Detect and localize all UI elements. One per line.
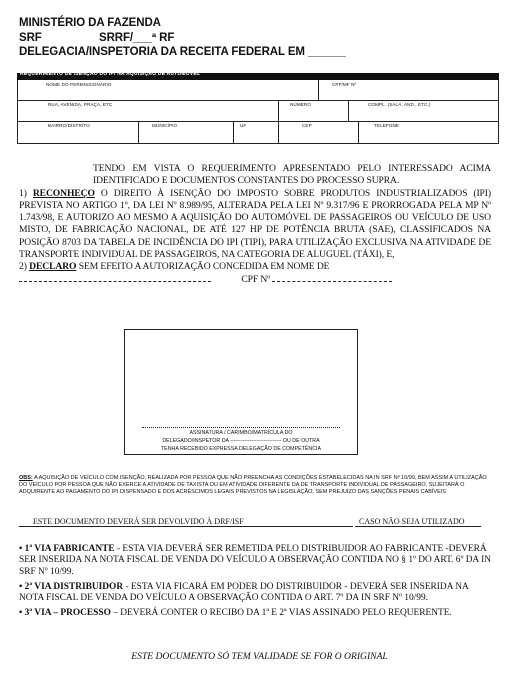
item2-paragraph: 2) DECLARO SEM EFEITO A AUTORIZAÇÃO CONCEDIDA EM NOME DE <box>19 261 330 273</box>
cep-field-label: CEP <box>302 123 312 128</box>
name-blank[interactable] <box>19 281 211 282</box>
phone-field-label: TELEFONE <box>374 123 400 128</box>
recognize-verb: RECONHEÇO <box>32 187 95 199</box>
form-title: REQUERIMENTO DE ISENÇÃO DO IPI NA AQUISIÇÃO DE AUTOMÓVEL <box>20 71 201 77</box>
srrf-label: SRRF/___ª RF <box>99 32 175 44</box>
srf-line <box>19 32 175 44</box>
number-field-label: NÚMERO <box>290 102 312 107</box>
item1-paragraph: 1) RECONHEÇO O DIREITO À ISENÇÃO DO IMPOSTO SOBRE PRODUTOS INDUSTRIALIZADOS (IPI) PREVISTA NO ARTIGO 1º, DA LEI Nº 8.989/95, ALTERADA PELA LEI Nº 9.317/96 E PRORROGADA PELA MP Nº 1.743/98, E AUTORIZO AO MESMO A AQUISIÇÃO DO AUTOMÓVEL DE PASSAGEIROS OU VEÍCULO DE USO MISTO, DE FABRICAÇÃO NACIONAL, DE ATÉ 127 HP DE POTÊNCIA BRUTA (SAE), CLASSIFICADOS NA POSIÇÃO 8703 DA TABELA DE INCIDÊNCIA DO IPI (TIPI), PARA UTILIZAÇÃO EXCLUSIVA NA ATIVIDADE DE TRANSPORTE INDIVIDUAL DE PASSAGEIROS, NA CATEGORIA DE ALUGUEL (TÁXI), E, <box>19 187 491 261</box>
obs-label: OBS: <box>19 475 33 481</box>
return-warning-part1: ESTE DOCUMENTO DEVERÁ SER DEVOLVIDO À DRF/ISF <box>19 517 353 527</box>
signature-box <box>124 329 358 455</box>
cpf-field-label: CPF/MF Nº <box>332 82 357 87</box>
srf-label: SRF <box>19 32 42 44</box>
delegacia-heading: DELEGACIA/INSPETORIA DA RECEITA FEDERAL EM ______ <box>19 46 346 58</box>
cpf-label: CPF Nº <box>241 273 271 285</box>
municipality-field-label: MUNICÍPIO <box>152 123 178 128</box>
signature-label: ASSINATURA / CARIMBO/MATRÍCULA DO <box>189 430 293 436</box>
address-field-label: RUA, AVENIDA, PRAÇA, ETC <box>48 102 113 107</box>
via-3: • 3ª VIA – PROCESSO – DEVERÁ CONTER O RECIBO DA 1ª E 2ª VIAS ASSINADO PELO REQUERENTE. <box>19 608 452 619</box>
intro-paragraph: TENDO EM VISTA O REQUERIMENTO APRESENTADO PELO INTERESSADO ACIMA IDENTIFICADO E DOCUMENTOS CONSTANTES DO PROCESSO SUPRA. <box>93 163 491 187</box>
return-warning <box>19 517 495 527</box>
name-field-label: NOME DO PERMISSIONÁRIO <box>46 82 112 87</box>
cpf-blank[interactable] <box>272 281 392 282</box>
obs-text: A AQUISIÇÃO DE VEÍCULO COM ISENÇÃO, REALIZADA POR PESSOA QUE NÃO PREENCHA AS CONDIÇÕES ESTABELECIDAS NA IN SRF Nº 10/99, BEM ASSIM A UTILIZAÇÃO DO VEÍCULO POR PESSOA QUE NÃO EXERCE A ATIVIDADE DE TAXISTA OU EM ATIVIDADE DIFERENTE DA DE TRANSPORTE INDIVIDUAL DE PASSAGEIRO, SUJEITARÁ O ADQUIRENTE AO PAGAMENTO DO IPI DISPENSADO E DOS ACRÉSCIMOS LEGAIS PREVISTOS NA LEGISLAÇÃO, SEM PREJUÍZO DAS SANÇÕES PENAIS CABÍVEIS <box>19 475 487 495</box>
district-field-label: BAIRRO/DISTRITO <box>48 123 90 128</box>
authority-label: TENHA RECEBIDO EXPRESSA DELEGAÇÃO DE COMPETÊNCIA <box>160 446 322 452</box>
declare-verb: DECLARO <box>29 261 77 273</box>
delegate-label: DELEGADO/INSPETOR DA ----------------------------- OU DE OUTRA <box>162 438 320 444</box>
declaration-body <box>19 163 491 286</box>
validity-footer: ESTE DOCUMENTO SÓ TEM VALIDADE SE FOR O ORIGINAL <box>131 651 388 662</box>
obs-note <box>19 475 493 496</box>
item2-fill-line <box>19 274 491 286</box>
return-warning-part2: CASO NÃO SEJA UTILIZADO <box>355 517 481 527</box>
ministry-heading: MINISTÉRIO DA FAZENDA <box>19 17 161 29</box>
signature-line[interactable] <box>142 427 340 428</box>
via-1: • 1ª VIA FABRICANTE - ESTA VIA DEVERÁ SER REMETIDA PELO DISTRIBUIDOR AO FABRICANTE -DEVERÁ SER INSERIDA NA NOTA FISCAL DE VENDA DO VEÍCULO A OBSERVAÇÃO CONTIDA NO § 1º DO ART. 6º DA IN SRF Nº 10/99. <box>19 544 491 577</box>
uf-field-label: UF <box>240 123 247 128</box>
identification-grid <box>17 80 499 144</box>
via-2: • 2ª VIA DISTRIBUIDOR - ESTA VIA FICARÁ EM PODER DO DISTRIBUIDOR - DEVERÁ SER INSERIDA NA NOTA FISCAL DE VENDA DO VEÍCULO A OBSERVAÇÃO CONTIDA O ART. 7º DA IN SRF Nº 10/99. <box>19 581 469 604</box>
copy-instructions <box>19 544 493 624</box>
complement-field-label: COMPL. (SALA, AND., ETC.) <box>368 102 431 107</box>
